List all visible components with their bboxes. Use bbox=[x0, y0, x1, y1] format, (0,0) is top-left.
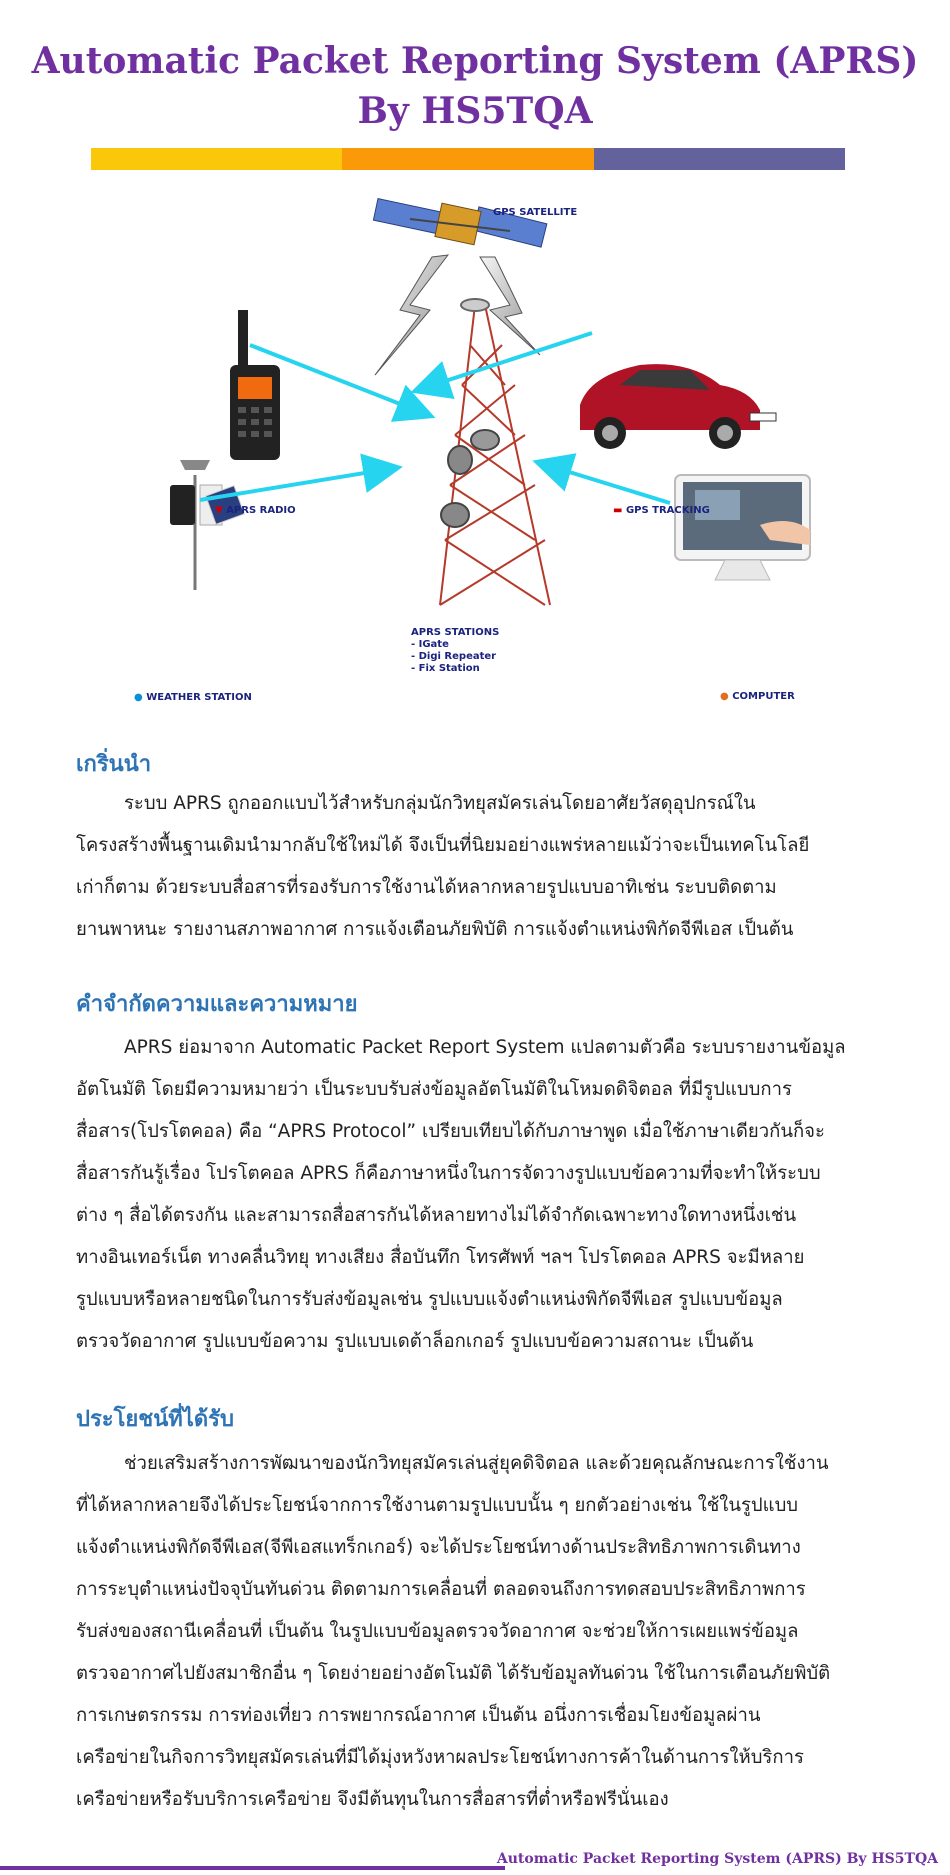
section-body-definition bbox=[76, 1027, 870, 1363]
definition-line-3: สื่อสาร(โปรโตคอล) คือ “APRS Protocol” เปรียบเทียบได้กับภาษาพูด เมื่อใช้ภาษาเดียวกันก็จะ bbox=[76, 1121, 825, 1142]
car-icon bbox=[580, 364, 776, 449]
stations-item-digi: - Digi Repeater bbox=[411, 651, 497, 662]
arrow-computer-to-tower bbox=[540, 463, 670, 503]
label-weather-station bbox=[134, 692, 252, 703]
benefits-line-6: ตรวจอากาศไปยังสมาชิกอื่น ๆ โดยง่ายอย่างอัตโนมัติ ได้รับข้อมูลทันด่วน ใช้ในการเตือนภัยพิบัติ bbox=[76, 1663, 831, 1684]
apple-logo-icon: ● bbox=[720, 691, 729, 702]
weather-station-icon bbox=[170, 460, 244, 590]
label-aprs-stations bbox=[411, 627, 499, 675]
label-gps-tracking bbox=[613, 505, 710, 516]
footer-divider bbox=[0, 1866, 505, 1870]
definition-line-8: ตรวจวัดอากาศ รูปแบบข้อความ รูปแบบเดต้าล็อกเกอร์ รูปแบบข้อความสถานะ เป็นต้น bbox=[76, 1331, 754, 1352]
arrow-weather-to-tower bbox=[200, 468, 395, 500]
benefits-line-1: ช่วยเสริมสร้างการพัฒนาของนักวิทยุสมัครเล่นสู่ยุคดิจิตอล และด้วยคุณลักษณะการใช้งาน bbox=[124, 1453, 829, 1474]
section-heading-benefits: ประโยชน์ที่ได้รับ bbox=[76, 1407, 234, 1432]
radio-icon bbox=[230, 310, 280, 460]
benefits-line-2: ที่ได้หลากหลายจึงได้ประโยชน์จากการใช้งานตามรูปแบบนั้น ๆ ยกตัวอย่างเช่น ใช้ในรูปแบบ bbox=[76, 1495, 799, 1516]
intro-line-2: โครงสร้างพื้นฐานเดิมนำมากลับใช้ใหม่ได้ จึงเป็นที่นิยมอย่างแพร่หลายแม้ว่าจะเป็นเทคโนโลยี bbox=[76, 835, 810, 856]
tower-icon bbox=[440, 299, 550, 605]
definition-line-5: ต่าง ๆ สื่อได้ตรงกัน และสามารถสื่อสารกันได้หลายทางไม่ได้จำกัดเฉพาะทางใดทางหนึ่งเช่น bbox=[76, 1205, 797, 1226]
benefits-line-4: การระบุตำแหน่งปัจจุบันทันด่วน ติดตามการเคลื่อนที่ ตลอดจนถึงการทดสอบประสิทธิภาพการ bbox=[76, 1579, 806, 1600]
benefits-line-8: เครือข่ายในกิจการวิทยุสมัครเล่นที่มีได้มุ่งหวังหาผลประโยชน์ทางการค้าในด้านการให้บริการ bbox=[76, 1747, 804, 1768]
label-gps-tracking-text: GPS TRACKING bbox=[625, 505, 710, 516]
title-line-1: Automatic Packet Reporting System (APRS) bbox=[31, 40, 919, 82]
section-heading-definition: คำจำกัดความและความหมาย bbox=[76, 992, 358, 1017]
aprs-logo-icon: ▼ bbox=[215, 505, 223, 516]
label-weather-station-text: WEATHER STATION bbox=[146, 692, 252, 703]
stations-title: APRS STATIONS bbox=[411, 627, 500, 638]
benefits-line-9: เครือข่ายหรือรับบริการเครือข่าย จึงมีต้นทุนในการสื่อสารที่ต่ำหรือฟรีนั่นเอง bbox=[76, 1789, 669, 1810]
stations-item-fix: - Fix Station bbox=[411, 663, 480, 674]
color-bar-orange bbox=[342, 148, 593, 170]
color-bar bbox=[91, 148, 845, 170]
definition-line-1: APRS ย่อมาจาก Automatic Packet Report System แปลตามตัวคือ ระบบรายงานข้อมูล bbox=[124, 1037, 846, 1058]
intro-line-4: ยานพาหนะ รายงานสภาพอากาศ การแจ้งเตือนภัยพิบัติ การแจ้งตำแหน่งพิกัดจีพีเอส เป็นต้น bbox=[76, 919, 794, 940]
computer-icon bbox=[675, 475, 810, 580]
definition-line-4: สื่อสารกันรู้เรื่อง โปรโตคอล APRS ก็คือภาษาหนึ่งในการจัดวางรูปแบบข้อความที่จะทำให้ระบบ bbox=[76, 1163, 821, 1184]
weather-logo-icon: ● bbox=[134, 692, 143, 703]
label-computer-text: COMPUTER bbox=[732, 691, 795, 702]
color-bar-yellow bbox=[91, 148, 342, 170]
label-aprs-radio-text: APRS RADIO bbox=[226, 505, 296, 516]
definition-line-7: รูปแบบหรือหลายชนิดในการรับส่งข้อมูลเช่น รูปแบบแจ้งตำแหน่งพิกัดจีพีเอส รูปแบบข้อมูล bbox=[76, 1289, 783, 1310]
color-bar-purple bbox=[594, 148, 845, 170]
section-body-benefits bbox=[76, 1443, 870, 1821]
label-computer bbox=[720, 691, 795, 702]
car-small-icon: ▬ bbox=[613, 505, 623, 516]
benefits-line-5: รับส่งของสถานีเคลื่อนที่ เป็นต้น ในรูปแบบข้อมูลตรวจวัดอากาศ จะช่วยให้การเผยแพร่ข้อมูล bbox=[76, 1621, 799, 1642]
intro-line-3: เก่าก็ตาม ด้วยระบบสื่อสารที่รองรับการใช้งานได้หลากหลายรูปแบบอาทิเช่น ระบบติดตาม bbox=[76, 877, 777, 898]
definition-line-2: อัตโนมัติ โดยมีความหมายว่า เป็นระบบรับส่งข้อมูลอัตโนมัติในโหมดดิจิตอล ที่มีรูปแบบการ bbox=[76, 1079, 792, 1100]
page-title bbox=[0, 36, 950, 136]
label-gps-satellite: GPS SATELLITE bbox=[493, 207, 578, 218]
arrow-car-to-tower bbox=[418, 333, 592, 390]
stations-item-igate: - IGate bbox=[411, 639, 449, 650]
section-heading-intro: เกริ่นนำ bbox=[76, 752, 152, 777]
intro-line-1: ระบบ APRS ถูกออกแบบไว้สำหรับกลุ่มนักวิทยุสมัครเล่นโดยอาศัยวัสดุอุปกรณ์ใน bbox=[124, 793, 756, 814]
section-body-intro bbox=[76, 783, 870, 951]
aprs-diagram bbox=[110, 185, 850, 710]
signal-bolt-left bbox=[375, 255, 448, 375]
footer-text: Automatic Packet Reporting System (APRS) By HS5TQA bbox=[496, 1851, 938, 1867]
satellite-icon bbox=[373, 199, 546, 248]
title-line-2: By HS5TQA bbox=[357, 90, 593, 132]
definition-line-6: ทางอินเทอร์เน็ต ทางคลื่นวิทยุ ทางเสียง สื่อบันทึก โทรศัพท์ ฯลฯ โปรโตคอล APRS จะมีหลาย bbox=[76, 1247, 805, 1268]
benefits-line-3: แจ้งตำแหน่งพิกัดจีพีเอส(จีพีเอสแทร็กเกอร์) จะได้ประโยชน์ทางด้านประสิทธิภาพการเดินทาง bbox=[76, 1537, 801, 1558]
label-aprs-radio bbox=[215, 505, 296, 516]
benefits-line-7: การเกษตรกรรม การท่องเที่ยว การพยากรณ์อากาศ เป็นต้น อนึ่งการเชื่อมโยงข้อมูลผ่าน bbox=[76, 1705, 761, 1726]
